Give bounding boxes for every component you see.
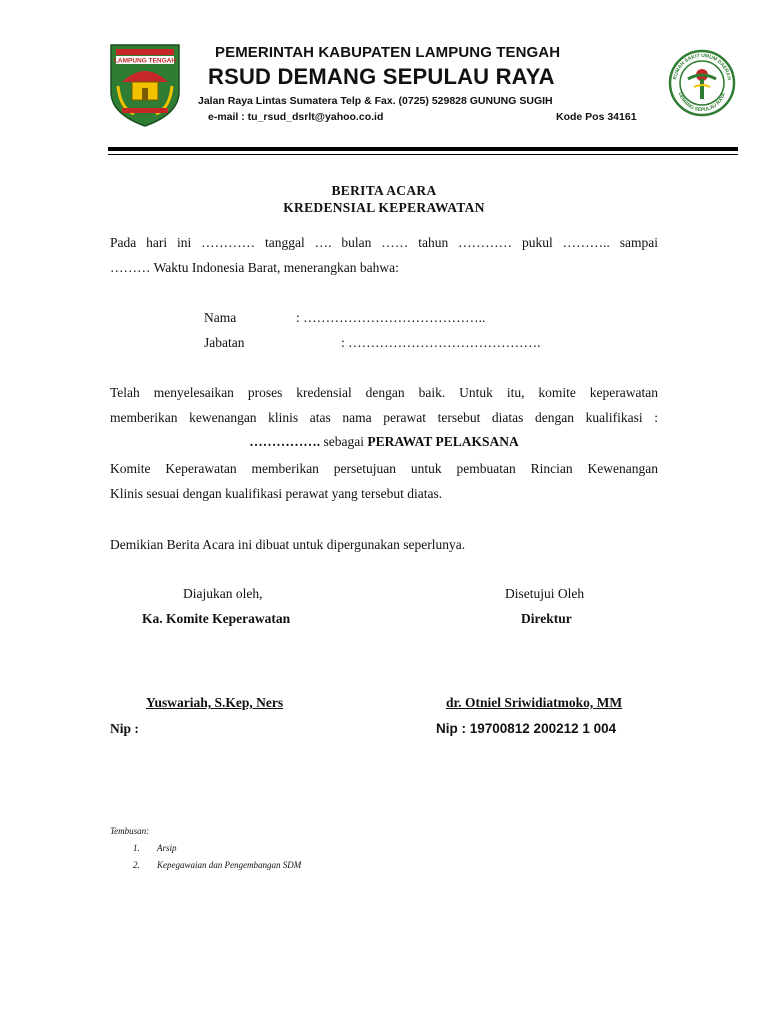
- opening-line-1: Pada hari ini ………… tanggal …. bulan …… tahun ………… pukul ……….. sampai: [110, 235, 658, 250]
- document-subtitle: KREDENSIAL KEPERAWATAN: [283, 200, 485, 215]
- right-signature-role: Direktur: [521, 611, 572, 626]
- letterhead-postcode: Kode Pos 34161: [556, 111, 637, 123]
- svg-text:RUMAH SAKIT UMUM DAERAH: RUMAH SAKIT UMUM DAERAH: [672, 52, 732, 81]
- letterhead-hospital-name: RSUD DEMANG SEPULAU RAYA: [208, 64, 555, 89]
- closing-sentence: Demikian Berita Acara ini dibuat untuk dipergunakan seperlunya.: [110, 537, 466, 552]
- copies-item-1-text: Arsip: [157, 843, 177, 853]
- letterhead-address: Jalan Raya Lintas Sumatera Telp & Fax. (0725) 529828 GUNUNG SUGIH: [198, 95, 553, 107]
- letterhead-rule-thin: [108, 154, 738, 155]
- qualification-role: PERAWAT PELAKSANA: [367, 434, 519, 449]
- body-p1-line-2: memberikan kewenangan klinis atas nama perawat tersebut diatas dengan kualifikasi :: [110, 410, 658, 425]
- left-signature-name: Yuswariah, S.Kep, Ners: [146, 695, 284, 710]
- lampung-tengah-logo: [108, 42, 182, 128]
- opening-line-2: ……… Waktu Indonesia Barat, menerangkan bahwa:: [110, 260, 399, 275]
- body-p2-line-1: Komite Keperawatan memberikan persetujuan untuk pembuatan Rincian Kewenangan: [110, 461, 658, 476]
- jabatan-value: : …………………………………….: [341, 335, 541, 350]
- qualification-line: [0, 434, 768, 450]
- nama-label: Nama: [204, 310, 237, 325]
- qualification-mid: sebagai: [320, 434, 368, 449]
- logo-text: LAMPUNG TENGAH: [113, 57, 177, 65]
- left-signature-intro: Diajukan oleh,: [183, 586, 263, 601]
- jabatan-label: Jabatan: [204, 335, 245, 350]
- copies-item-2-text: Kepegawaian dan Pengembangan SDM: [157, 860, 302, 870]
- left-signature-role: Ka. Komite Keperawatan: [142, 611, 291, 626]
- rsud-logo: [668, 49, 736, 117]
- right-signature-intro: Disetujui Oleh: [505, 586, 585, 601]
- document-title: BERITA ACARA: [331, 183, 437, 198]
- copies-item-1-num: 1.: [133, 843, 140, 853]
- letterhead-government: PEMERINTAH KABUPATEN LAMPUNG TENGAH: [215, 44, 561, 61]
- copies-item-2-num: 2.: [133, 860, 140, 870]
- body-p2-line-2: Klinis sesuai dengan kualifikasi perawat yang tersebut diatas.: [110, 486, 443, 501]
- right-signature-nip: Nip : 19700812 200212 1 004: [436, 721, 617, 736]
- letterhead-email: e-mail : tu_rsud_dsrlt@yahoo.co.id: [208, 111, 384, 123]
- body-p1-line-1: Telah menyelesaikan proses kredensial dengan baik. Untuk itu, komite keperawatan: [110, 385, 658, 400]
- letterhead-rule-thick: [108, 147, 738, 151]
- copies-label: Tembusan:: [110, 826, 150, 836]
- qualification-dots: …………….: [249, 434, 321, 449]
- left-signature-nip: Nip :: [110, 721, 139, 736]
- right-signature-name: dr. Otniel Sriwidiatmoko, MM: [446, 695, 623, 710]
- nama-value: : …………………………………..: [296, 310, 486, 325]
- svg-text:DEMANG SEPULAU RAYA: DEMANG SEPULAU RAYA: [676, 91, 728, 114]
